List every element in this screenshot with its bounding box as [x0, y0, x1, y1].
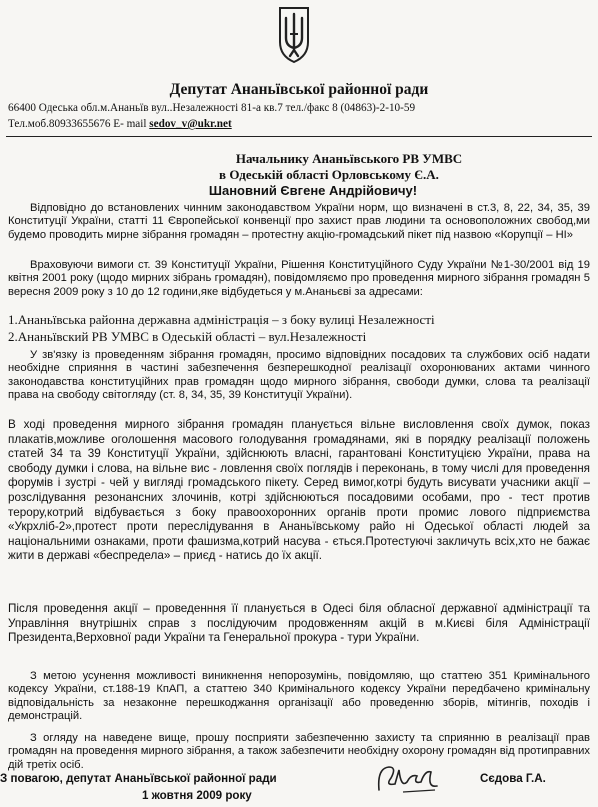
greeting: Шановний Євгене Андрійовичу!: [208, 183, 418, 198]
addressee-line-2: в Одеській області Орловському Є.А.: [219, 167, 439, 182]
address-list-item-2: 2.Ананьївский РВ УМВС в Одеській області – вул.Незалежності: [8, 329, 367, 344]
paragraph-3: [8, 349, 590, 402]
address-list-item-1: 1.Ананьївська районна державна адміністрація – з боку вулиці Незалежності: [8, 312, 435, 327]
paragraph-text: У зв'язку із проведенням зібрання громадян, просимо відповідних посадових та службових осіб надати необхідне сприяння в частині забезпечення безперешкодної реалізації охоронюваних актами чинного законодавства конституційних прав громадян щодо мирного зібрання, свободи думки, слова та реалізації права на свободу світогляду (ст. 8, 34, 35, 39 Конституції України).: [8, 349, 590, 401]
paragraph-1: [8, 202, 590, 242]
signer-name: Сєдова Г.А.: [480, 772, 546, 785]
trident-emblem-icon: [274, 4, 314, 66]
paragraph-text: В ході проведення мирного зібрання громадян планується вільне висловлення своїх думок, показ плакатів,можливе оголошення масового голодування громадянами, які в порядку реалізації положень статей 34 та 39 Конституції України, здійснюють власні, гарантовані Конституцією України, права на свободу думки і слова, на вільне вис - ловлення своїх поглядів і переконань, в тому числі для проведення форумів і зустрі - чей у вигляді громадського пікету. Серед вимог,котрі будуть висувати учасники акції – розслідування резонансних злочинів, котрі здійснюються посадовими особами, про - тест против терору,котрий відбувається з боку правоохоронних органів проти промис лового підприємства «Укрхліб-2»,протест проти переслідування в Ананьївському райо ні Одеської області людей за національними ознаками, проти фашизма,котрий насува - ється.Протестуючі закличуть всіх,хто не бажає жити в державі «беспредела» – приєд - натись до їх акції.: [8, 418, 590, 563]
paragraph-4: [8, 418, 590, 564]
addressee-line-1: Начальнику Ананьївського РВ УМВС: [235, 151, 463, 166]
handwritten-signature-icon: [373, 762, 443, 796]
paragraph-2: [8, 259, 590, 299]
email-link[interactable]: sedov_v@ukr.net: [149, 118, 232, 130]
paragraph-5: [8, 602, 590, 646]
header-divider: [6, 136, 592, 137]
paragraph-7: [8, 732, 590, 772]
paragraph-text: З метою усунення можливості виникнення непорозумінь, повідомляю, що статтею 351 Кримінального кодексу України, ст.188-19 КпАП, а статтею 340 Кримінального кодексу України передбачено кримінальну відповідальність за незаконне перешкоджання організації або проведенню зборів, мітингів, походів і демонстрацій.: [8, 670, 590, 722]
paragraph-text: Після проведення акції – проведенння її планується в Одесі біля обласної державної адміністрації та Управління внутрішніх справ з послідуючим продовженням акцій в м.Києві біля Адміністрації Президента,Верховної ради України та Генеральної прокура - тури України.: [8, 602, 590, 645]
paragraph-text: Відповідно до встановлених чинним законодавством України норм, що визначені в ст.3, 8, 22, 34, 35, 39 Конституції України, статті 11 Європейської конвенції про захист прав людини та основоположних свобод,ми будемо проводить мирне зібрання громадян – протестну акцію-громадський пікет під назвою «Корупції – НІ»: [8, 202, 590, 241]
paragraph-text: Враховуючи вимоги ст. 39 Конституції України, Рішення Конституційного Суду України №1-30/2001 від 19 квітня 2001 року (щодо мирних зібрань громадян), повідомляємо про проведення мирного зібрання громадян 5 вересня 2009 року з 10 до 12 години,яке відбудеться у м.Ананьєві за адресами:: [8, 259, 590, 298]
closing-date: 1 жовтня 2009 року: [142, 789, 252, 802]
paragraph-6: [8, 670, 590, 723]
paragraph-text: З огляду на наведене вище, прошу посприяти забезпеченню захисту та сприянню в реалізації прав громадян на проведення мирного зібрання, а також забезпечити необхідну охорону громадян від протиправних дій третіх осіб.: [8, 732, 590, 771]
address-line: 66400 Одеська обл.м.Ананьїв вул..Незалежності 81-а кв.7 тел./факс 8 (04863)-2-10-59: [8, 102, 416, 114]
contacts-prefix: Тел.моб.80933655676 E- mail: [8, 118, 150, 130]
closing-regards: З повагою, депутат Ананьївської районної ради: [0, 772, 277, 785]
contacts-line: [8, 118, 232, 130]
document-title: Депутат Ананьївської районної ради: [169, 81, 429, 98]
